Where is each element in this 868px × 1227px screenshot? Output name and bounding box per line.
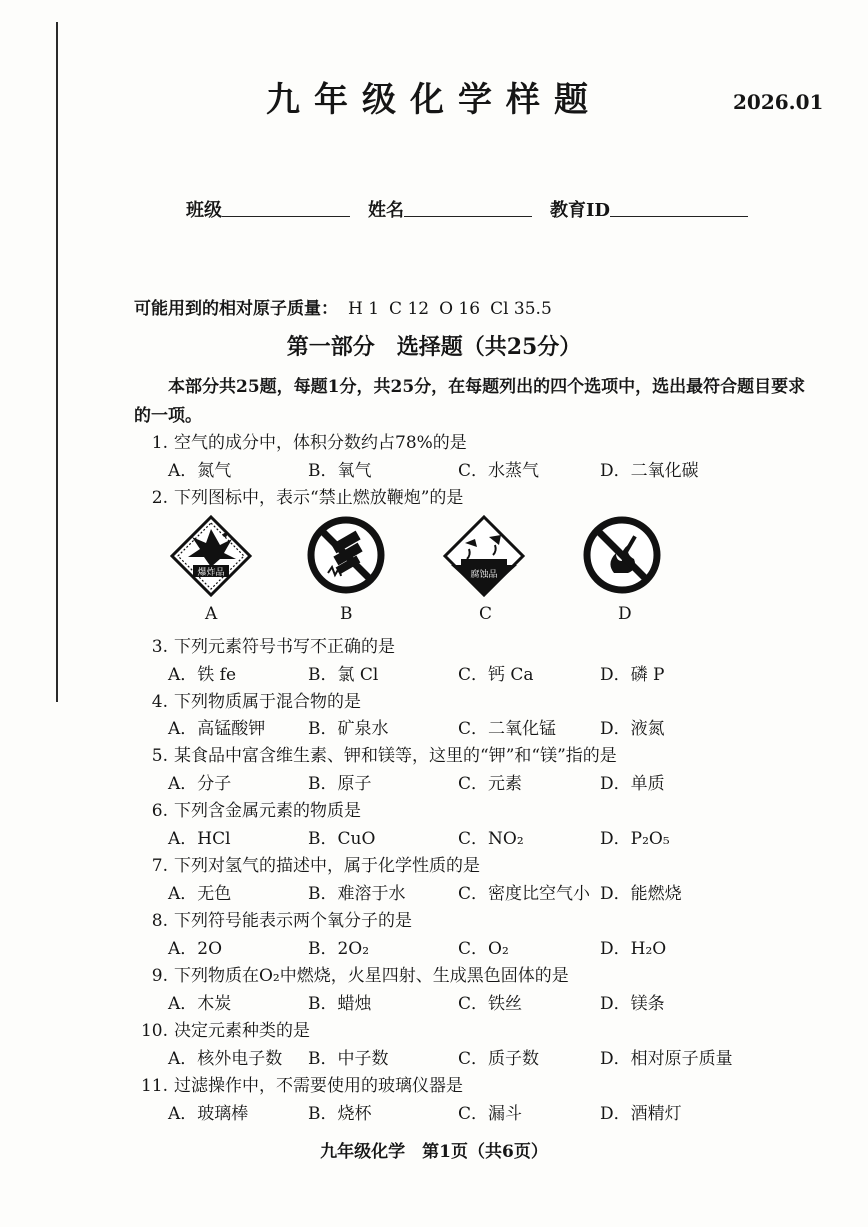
question-text: 下列含金属元素的物质是 xyxy=(174,801,361,821)
option-d[interactable]: D．单质 xyxy=(600,774,665,794)
option-c[interactable]: C．O₂ xyxy=(458,939,509,959)
question-text: 下列物质属于混合物的是 xyxy=(174,692,361,712)
option-d[interactable]: D．H₂O xyxy=(600,939,667,959)
question-number: 5. xyxy=(151,746,168,766)
name-label: 姓名 xyxy=(368,200,404,221)
no-firecrackers-icon[interactable] xyxy=(306,515,386,595)
exam-date: 2026.01 xyxy=(733,90,824,114)
option-a[interactable]: A．氮气 xyxy=(168,461,232,481)
no-open-flame-icon[interactable] xyxy=(582,515,662,595)
name-blank[interactable] xyxy=(404,196,532,217)
question-text: 下列物质在O₂中燃烧，火星四射、生成黑色固体的是 xyxy=(174,966,569,986)
option-c[interactable]: C．铁丝 xyxy=(458,994,523,1014)
option-d[interactable]: D．磷 P xyxy=(600,665,665,685)
question-number: 11. xyxy=(140,1076,168,1096)
option-d[interactable]: D．相对原子质量 xyxy=(600,1049,733,1069)
option-c[interactable]: C．钙 Ca xyxy=(458,665,534,685)
option-b[interactable]: B．矿泉水 xyxy=(308,719,389,739)
option-c[interactable]: C．元素 xyxy=(458,774,523,794)
question-number: 8. xyxy=(151,911,168,931)
question-9 xyxy=(134,961,569,986)
option-c[interactable]: C．漏斗 xyxy=(458,1104,523,1124)
explosive-sign-text: 爆炸品 xyxy=(197,568,225,578)
option-d[interactable]: D．液氮 xyxy=(600,719,665,739)
option-b[interactable]: B．烧杯 xyxy=(308,1104,372,1124)
question-number: 7. xyxy=(151,856,168,876)
question-5 xyxy=(134,741,617,766)
question-text: 某食品中富含维生素、钾和镁等，这里的“钾”和“镁”指的是 xyxy=(174,746,617,766)
atomic-masses-label: 可能用到的相对原子质量： xyxy=(134,299,338,319)
exam-title: 九年级化学样题 xyxy=(266,80,602,120)
option-a[interactable]: A．2O xyxy=(168,939,223,959)
option-c[interactable]: C．质子数 xyxy=(458,1049,540,1069)
option-a[interactable]: A．HCl xyxy=(168,829,231,849)
class-blank[interactable] xyxy=(222,196,350,217)
option-d[interactable]: D．二氧化碳 xyxy=(600,461,699,481)
icon-label-d: D xyxy=(618,604,632,624)
part-one-title: 第一部分 选择题（共25分） xyxy=(286,334,582,360)
option-b[interactable]: B．氧气 xyxy=(308,461,372,481)
question-8 xyxy=(134,906,412,931)
question-text: 下列对氢气的描述中，属于化学性质的是 xyxy=(174,856,480,876)
question-number: 3. xyxy=(151,637,168,657)
option-d[interactable]: D．酒精灯 xyxy=(600,1104,682,1124)
question-number: 1. xyxy=(151,433,168,453)
option-d[interactable]: D．镁条 xyxy=(600,994,665,1014)
page-footer: 九年级化学 第1页（共6页） xyxy=(320,1142,548,1162)
question-1 xyxy=(134,428,467,453)
option-a[interactable]: A．核外电子数 xyxy=(168,1049,283,1069)
question-10 xyxy=(134,1016,310,1041)
question-6 xyxy=(134,796,361,821)
option-b[interactable]: B．原子 xyxy=(308,774,372,794)
atomic-mass-value: C 12 xyxy=(389,299,430,319)
option-b[interactable]: B．难溶于水 xyxy=(308,884,406,904)
question-number: 10. xyxy=(140,1021,168,1041)
atomic-masses-line xyxy=(134,294,552,319)
option-a[interactable]: A．木炭 xyxy=(168,994,232,1014)
explosive-hazard-icon[interactable] xyxy=(170,515,252,597)
question-11 xyxy=(134,1071,463,1096)
education-id-blank[interactable] xyxy=(610,196,748,217)
option-c[interactable]: C．水蒸气 xyxy=(458,461,540,481)
option-b[interactable]: B．CuO xyxy=(308,829,376,849)
option-a[interactable]: A．无色 xyxy=(168,884,232,904)
option-a[interactable]: A．高锰酸钾 xyxy=(168,719,266,739)
question-text: 过滤操作中，不需要使用的玻璃仪器是 xyxy=(174,1076,463,1096)
question-text: 决定元素种类的是 xyxy=(174,1021,310,1041)
question-text: 空气的成分中，体积分数约占78%的是 xyxy=(174,433,467,453)
education-id-label: 教育ID xyxy=(550,200,611,221)
option-a[interactable]: A．玻璃棒 xyxy=(168,1104,249,1124)
icon-label-b: B xyxy=(340,604,353,624)
option-a[interactable]: A．分子 xyxy=(168,774,232,794)
question-4 xyxy=(134,687,361,712)
option-c[interactable]: C．NO₂ xyxy=(458,829,524,849)
option-d[interactable]: D．能燃烧 xyxy=(600,884,682,904)
question-text: 下列元素符号书写不正确的是 xyxy=(174,637,395,657)
icon-label-c: C xyxy=(479,604,493,624)
option-b[interactable]: B．氯 Cl xyxy=(308,665,379,685)
atomic-mass-value: Cl 35.5 xyxy=(490,299,552,319)
option-c[interactable]: C．二氧化锰 xyxy=(458,719,557,739)
question-text: 下列符号能表示两个氧分子的是 xyxy=(174,911,412,931)
corrosive-hazard-icon[interactable] xyxy=(443,515,525,597)
question-number: 2. xyxy=(151,488,168,508)
option-c[interactable]: C．密度比空气小 xyxy=(458,884,591,904)
option-b[interactable]: B．蜡烛 xyxy=(308,994,372,1014)
question-text: 下列图标中，表示“禁止燃放鞭炮”的是 xyxy=(174,488,464,508)
atomic-mass-value: H 1 xyxy=(348,299,380,319)
atomic-mass-value: O 16 xyxy=(439,299,481,319)
question-2 xyxy=(134,483,463,508)
question-number: 9. xyxy=(151,966,168,986)
option-a[interactable]: A．铁 fe xyxy=(168,665,237,685)
option-b[interactable]: B．2O₂ xyxy=(308,939,370,959)
question-7 xyxy=(134,851,480,876)
part-one-instructions: 本部分共25题，每题1分，共25分，在每题列出的四个选项中，选出最符合题目要求的一项。 xyxy=(134,377,806,426)
option-b[interactable]: B．中子数 xyxy=(308,1049,389,1069)
icon-label-a: A xyxy=(205,604,218,624)
corrosive-sign-text: 腐蚀品 xyxy=(470,570,498,580)
student-info-row xyxy=(186,196,748,222)
question-number: 4. xyxy=(151,692,168,712)
option-d[interactable]: D．P₂O₅ xyxy=(600,829,670,849)
question-3 xyxy=(134,632,395,657)
class-label: 班级 xyxy=(186,200,222,221)
question-number: 6. xyxy=(151,801,168,821)
binding-margin-line xyxy=(56,22,58,702)
